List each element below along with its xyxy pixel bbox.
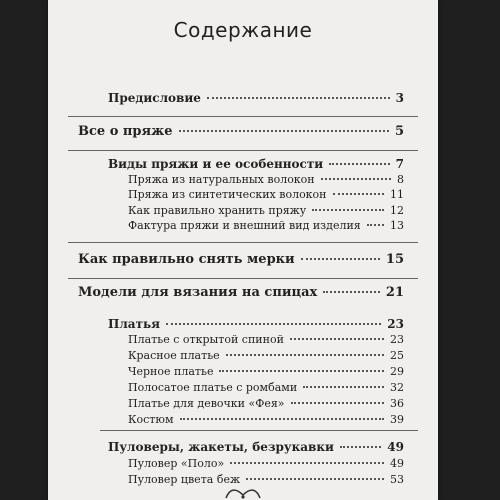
toc-entry-page: 23 [390, 333, 404, 346]
divider [68, 150, 418, 151]
toc-entry[interactable] [128, 473, 404, 486]
toc-entry-label: Предисловие [108, 91, 201, 105]
toc-entry-label: Модели для вязания на спицах [78, 285, 318, 300]
toc-entry-label: Как правильно хранить пряжу [128, 204, 307, 217]
leader-dots [291, 402, 384, 404]
toc-entry-page: 7 [395, 157, 404, 171]
leader-dots [329, 163, 389, 165]
toc-entry-page: 49 [390, 457, 404, 470]
toc-entry[interactable] [78, 285, 404, 300]
ornament-icon [224, 486, 262, 500]
toc-entry-page: 8 [397, 173, 404, 186]
toc-entry-label: Пуловеры, жакеты, безрукавки [108, 440, 334, 454]
toc-entry-page: 11 [390, 188, 404, 201]
divider [68, 116, 418, 117]
toc-entry[interactable] [128, 173, 404, 186]
toc-entry-label: Красное платье [128, 349, 220, 362]
toc-entry-page: 5 [394, 124, 404, 139]
toc-entry-label: Полосатое платье с ромбами [128, 381, 298, 394]
leader-dots [246, 478, 384, 480]
toc-entry-page: 12 [390, 204, 404, 217]
toc-entry[interactable] [128, 413, 404, 426]
leader-dots [290, 338, 384, 340]
leader-dots [303, 386, 384, 388]
toc-entry[interactable] [128, 397, 404, 410]
toc-entry-page: 23 [387, 317, 404, 331]
toc-entry-label: Платье для девочки «Фея» [128, 397, 285, 410]
toc-entry[interactable] [128, 333, 404, 346]
toc-entry-label: Пряжа из натуральных волокон [128, 173, 315, 186]
leader-dots [230, 462, 384, 464]
toc-entry-label: Черное платье [128, 365, 214, 378]
toc-entry[interactable] [108, 440, 404, 454]
leader-dots [301, 258, 380, 260]
toc-entry-label: Как правильно снять мерки [78, 252, 295, 267]
toc-entry-label: Платья [108, 317, 161, 331]
toc-entry[interactable] [128, 188, 404, 201]
toc-entry-label: Пуловер цвета беж [128, 473, 241, 486]
toc-entry-page: 53 [390, 473, 404, 486]
leader-dots [367, 224, 384, 226]
toc-entry[interactable] [128, 349, 404, 362]
table-of-contents [48, 0, 438, 500]
leader-dots [180, 418, 384, 420]
divider [100, 430, 418, 431]
toc-entry-label: Виды пряжи и ее особенности [108, 157, 324, 171]
book-page [48, 0, 438, 500]
toc-entry-label: Фактура пряжи и внешний вид изделия [128, 219, 361, 232]
toc-entry-page: 3 [395, 91, 404, 105]
leader-dots [333, 193, 384, 195]
toc-entry-page: 13 [390, 219, 404, 232]
leader-dots [166, 323, 381, 325]
toc-entry-page: 29 [390, 365, 404, 378]
toc-entry-page: 21 [385, 285, 404, 300]
toc-entry-label: Костюм [128, 413, 174, 426]
toc-entry-page: 32 [390, 381, 404, 394]
toc-entry[interactable] [78, 124, 404, 139]
toc-entry-label: Пуловер «Поло» [128, 457, 225, 470]
divider [68, 242, 418, 243]
leader-dots [312, 209, 384, 211]
toc-entry[interactable] [128, 204, 404, 217]
toc-entry-label: Все о пряже [78, 124, 173, 139]
toc-entry[interactable] [128, 219, 404, 232]
leader-dots [226, 354, 384, 356]
toc-entry[interactable] [108, 157, 404, 171]
toc-entry[interactable] [108, 91, 404, 105]
toc-entry-label: Пряжа из синтетических волокон [128, 188, 327, 201]
toc-entry[interactable] [78, 252, 404, 267]
leader-dots [340, 446, 381, 448]
toc-entry-page: 36 [390, 397, 404, 410]
toc-entry[interactable] [128, 457, 404, 470]
toc-entry[interactable] [108, 317, 404, 331]
leader-dots [219, 370, 384, 372]
page-title: Содержание [173, 18, 313, 42]
leader-dots [179, 130, 389, 132]
toc-entry-page: 49 [387, 440, 404, 454]
toc-entry-page: 25 [390, 349, 404, 362]
leader-dots [321, 178, 391, 180]
divider [68, 278, 418, 279]
toc-entry[interactable] [128, 365, 404, 378]
toc-entry-label: Платье с открытой спиной [128, 333, 284, 346]
leader-dots [323, 291, 380, 293]
toc-entry-page: 39 [390, 413, 404, 426]
toc-entry-page: 15 [385, 252, 404, 267]
toc-entry[interactable] [128, 381, 404, 394]
leader-dots [207, 97, 390, 99]
